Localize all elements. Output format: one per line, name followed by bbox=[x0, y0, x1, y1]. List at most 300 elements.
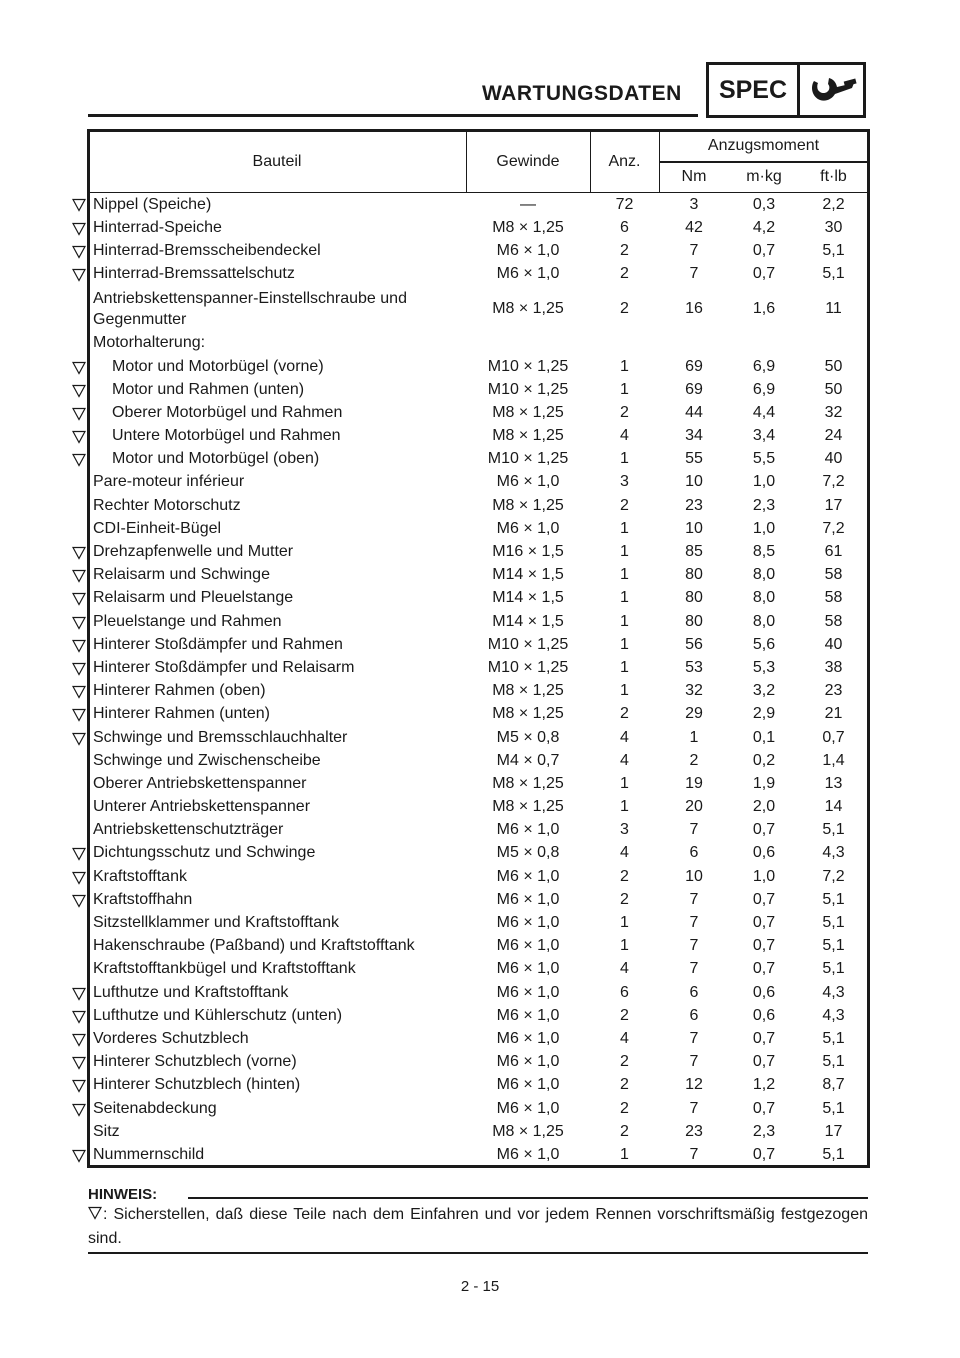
triangle-mark-icon bbox=[88, 1206, 102, 1220]
mkg-cell: 0,3 bbox=[752, 195, 776, 213]
thread-cell: M6 × 1,0 bbox=[496, 1006, 560, 1024]
part-cell: Oberer Antriebskettenspanner bbox=[93, 774, 307, 792]
thread-cell: — bbox=[520, 195, 536, 213]
nm-cell: 10 bbox=[685, 867, 703, 885]
table-row bbox=[88, 911, 868, 934]
thread-cell: M10 × 1,25 bbox=[487, 380, 569, 398]
qty-cell: 2 bbox=[620, 1122, 629, 1140]
table-row bbox=[88, 425, 868, 448]
nm-cell: 7 bbox=[689, 1145, 699, 1163]
nm-cell: 12 bbox=[685, 1076, 703, 1094]
table-row bbox=[88, 726, 868, 749]
part-cell: Untere Motorbügel und Rahmen bbox=[112, 427, 341, 445]
qty-cell: 2 bbox=[620, 1006, 629, 1024]
spec-badge bbox=[706, 62, 866, 118]
qty-cell: 1 bbox=[620, 658, 629, 676]
part-cell: Motor und Motorbügel (oben) bbox=[112, 450, 320, 468]
note-label: HINWEIS: bbox=[88, 1186, 158, 1203]
thread-cell: M6 × 1,0 bbox=[496, 473, 560, 491]
qty-cell: 1 bbox=[620, 774, 629, 792]
page-title: WARTUNGSDATEN bbox=[482, 82, 682, 105]
mkg-cell: 1,0 bbox=[752, 867, 776, 885]
mkg-cell: 0,7 bbox=[752, 937, 776, 955]
mkg-cell: 1,9 bbox=[752, 774, 776, 792]
part-cell: Hinterer Schutzblech (hinten) bbox=[93, 1076, 301, 1094]
thread-cell: M6 × 1,0 bbox=[496, 867, 560, 885]
table-row bbox=[88, 633, 868, 656]
qty-cell: 2 bbox=[620, 299, 629, 317]
table-row bbox=[88, 216, 868, 239]
triangle-mark-icon bbox=[72, 453, 86, 467]
part-line: Antriebskettenspanner-Einstellschraube und bbox=[93, 289, 407, 307]
part-cell: Hinterer Rahmen (unten) bbox=[93, 705, 270, 723]
mkg-cell: 5,6 bbox=[752, 635, 776, 653]
triangle-mark-icon bbox=[72, 1103, 86, 1117]
mkg-cell: 1,2 bbox=[752, 1076, 776, 1094]
nm-cell: 69 bbox=[685, 357, 703, 375]
qty-cell: 3 bbox=[620, 473, 629, 491]
triangle-mark-icon bbox=[72, 1079, 86, 1093]
qty-cell: 6 bbox=[620, 983, 629, 1001]
thread-cell: M6 × 1,0 bbox=[496, 519, 560, 537]
ftlb-cell: 4,3 bbox=[822, 844, 845, 862]
qty-cell: 1 bbox=[620, 380, 629, 398]
thread-cell: M8 × 1,25 bbox=[492, 299, 564, 317]
triangle-mark-icon bbox=[72, 1033, 86, 1047]
part-cell: Pleuelstange und Rahmen bbox=[93, 612, 282, 630]
thread-cell: M6 × 1,0 bbox=[496, 1029, 560, 1047]
mkg-cell: 6,9 bbox=[752, 357, 776, 375]
torque-table bbox=[88, 131, 868, 1167]
ftlb-cell: 5,1 bbox=[822, 821, 845, 839]
thread-cell: M10 × 1,25 bbox=[487, 357, 569, 375]
nm-cell: 7 bbox=[689, 937, 699, 955]
triangle-mark-icon bbox=[72, 407, 86, 421]
table-row bbox=[88, 819, 868, 842]
thread-cell: M6 × 1,0 bbox=[496, 1145, 560, 1163]
table-row bbox=[88, 1004, 868, 1027]
ftlb-cell: 21 bbox=[824, 705, 843, 723]
table-row bbox=[88, 1097, 868, 1120]
qty-cell: 2 bbox=[620, 265, 629, 283]
mkg-cell: 0,7 bbox=[752, 265, 776, 283]
triangle-mark-icon bbox=[72, 268, 86, 282]
mkg-cell: 4,2 bbox=[752, 218, 776, 236]
thread-cell: M8 × 1,25 bbox=[492, 218, 564, 236]
thread-cell: M8 × 1,25 bbox=[492, 427, 564, 445]
page-number: 2 - 15 bbox=[460, 1278, 500, 1295]
col-header-qty: Anz. bbox=[590, 131, 659, 193]
part-cell: Hinterer Stoßdämpfer und Relaisarm bbox=[93, 658, 355, 676]
ftlb-cell: 23 bbox=[824, 682, 843, 700]
mkg-cell: 5,5 bbox=[752, 450, 776, 468]
ftlb-cell: 4,3 bbox=[822, 1006, 845, 1024]
part-cell: Dichtungsschutz und Schwinge bbox=[93, 844, 316, 862]
qty-cell: 1 bbox=[620, 682, 629, 700]
thread-cell: M8 × 1,25 bbox=[492, 496, 564, 514]
table-border-right bbox=[867, 129, 870, 1168]
triangle-mark-icon bbox=[72, 546, 86, 560]
thread-cell: M4 × 0,7 bbox=[496, 751, 560, 769]
nm-cell: 20 bbox=[685, 798, 703, 816]
table-row bbox=[88, 355, 868, 378]
thread-cell bbox=[466, 332, 590, 355]
mkg-cell: 0,7 bbox=[752, 914, 776, 932]
mkg-cell: 0,7 bbox=[752, 1099, 776, 1117]
ftlb-cell: 5,1 bbox=[822, 265, 845, 283]
nm-cell: 19 bbox=[685, 774, 703, 792]
ftlb-cell: 0,7 bbox=[822, 728, 845, 746]
triangle-mark-icon bbox=[72, 847, 86, 861]
ftlb-cell: 32 bbox=[824, 403, 843, 421]
header-divider bbox=[590, 131, 592, 193]
mkg-cell: 1,6 bbox=[752, 299, 776, 317]
nm-cell: 1 bbox=[689, 728, 699, 746]
part-cell: Drehzapfenwelle und Mutter bbox=[93, 543, 294, 561]
qty-cell: 2 bbox=[620, 890, 629, 908]
ftlb-cell: 5,1 bbox=[822, 1029, 845, 1047]
thread-cell: M8 × 1,25 bbox=[492, 403, 564, 421]
note-rule-bottom bbox=[88, 1252, 868, 1254]
table-row bbox=[88, 888, 868, 911]
col-header-part: Bauteil bbox=[88, 131, 466, 193]
ftlb-cell: 5,1 bbox=[822, 960, 845, 978]
nm-cell: 34 bbox=[685, 427, 703, 445]
mkg-cell: 8,5 bbox=[752, 543, 776, 561]
qty-cell: 2 bbox=[620, 1053, 629, 1071]
ftlb-cell: 58 bbox=[824, 566, 843, 584]
nm-cell: 7 bbox=[689, 960, 699, 978]
thread-cell: M8 × 1,25 bbox=[492, 798, 564, 816]
ftlb-cell: 40 bbox=[824, 450, 843, 468]
table-border-left bbox=[87, 129, 90, 1168]
table-row bbox=[88, 958, 868, 981]
note-body: : Sicherstellen, daß diese Teile nach dem Einfahren und vor jedem Rennen vorschriftsmäßig festgezogen sind. bbox=[88, 1206, 868, 1247]
triangle-mark-icon bbox=[72, 732, 86, 746]
thread-cell: M6 × 1,0 bbox=[496, 937, 560, 955]
part-cell: Lufthutze und Kühlerschutz (unten) bbox=[93, 1006, 343, 1024]
qty-cell: 72 bbox=[615, 195, 634, 213]
part-cell: Oberer Motorbügel und Rahmen bbox=[112, 403, 343, 421]
mkg-cell: 0,1 bbox=[752, 728, 776, 746]
table-row bbox=[88, 749, 868, 772]
qty-cell: 4 bbox=[620, 844, 629, 862]
ftlb-cell: 5,1 bbox=[822, 937, 845, 955]
qty-cell: 2 bbox=[620, 241, 629, 259]
triangle-mark-icon bbox=[72, 616, 86, 630]
table-row bbox=[88, 494, 868, 517]
nm-cell: 7 bbox=[689, 914, 699, 932]
triangle-mark-icon bbox=[72, 1010, 86, 1024]
thread-cell: M6 × 1,0 bbox=[496, 241, 560, 259]
nm-cell: 3 bbox=[689, 195, 699, 213]
mkg-cell: 2,9 bbox=[752, 705, 776, 723]
nm-cell: 80 bbox=[685, 612, 703, 630]
nm-cell: 69 bbox=[685, 380, 703, 398]
triangle-mark-icon bbox=[72, 361, 86, 375]
mkg-cell: 4,4 bbox=[752, 403, 776, 421]
ftlb-cell: 40 bbox=[824, 635, 843, 653]
thread-cell: M6 × 1,0 bbox=[496, 1053, 560, 1071]
thread-cell: M6 × 1,0 bbox=[496, 1076, 560, 1094]
thread-cell: M8 × 1,25 bbox=[492, 774, 564, 792]
table-row bbox=[88, 263, 868, 286]
thread-cell: M6 × 1,0 bbox=[496, 914, 560, 932]
thread-cell: M8 × 1,25 bbox=[492, 705, 564, 723]
table-row bbox=[88, 587, 868, 610]
part-cell: Sitzstellklammer und Kraftstofftank bbox=[93, 914, 340, 932]
part-cell: Motorhalterung: bbox=[93, 334, 206, 352]
ftlb-cell: 4,3 bbox=[822, 983, 845, 1001]
ftlb-cell: 1,4 bbox=[822, 751, 845, 769]
ftlb-cell: 8,7 bbox=[822, 1076, 845, 1094]
table-row bbox=[88, 1143, 868, 1166]
ftlb-cell: 7,2 bbox=[822, 867, 845, 885]
mkg-cell: 0,6 bbox=[752, 1006, 776, 1024]
table-row bbox=[88, 680, 868, 703]
ftlb-cell: 5,1 bbox=[822, 1053, 845, 1071]
thread-cell: M6 × 1,0 bbox=[496, 983, 560, 1001]
triangle-mark-icon bbox=[72, 662, 86, 676]
mkg-cell: 0,2 bbox=[752, 751, 776, 769]
mkg-cell: 1,0 bbox=[752, 473, 776, 491]
nm-cell: 23 bbox=[685, 496, 703, 514]
nm-cell: 6 bbox=[689, 844, 699, 862]
thread-cell: M8 × 1,25 bbox=[492, 682, 564, 700]
part-cell: Hinterrad-Bremssattelschutz bbox=[93, 265, 295, 283]
note-text bbox=[88, 1203, 868, 1251]
part-cell: Rechter Motorschutz bbox=[93, 496, 241, 514]
qty-cell bbox=[590, 332, 659, 355]
table-row bbox=[88, 517, 868, 540]
qty-cell: 2 bbox=[620, 1099, 629, 1117]
ftlb-cell: 58 bbox=[824, 589, 843, 607]
table-row bbox=[88, 540, 868, 563]
triangle-mark-icon bbox=[72, 639, 86, 653]
part-cell: Hinterrad-Bremsscheibendeckel bbox=[93, 241, 321, 259]
col-header-torque: Anzugsmoment bbox=[659, 131, 868, 162]
nm-cell: 7 bbox=[689, 241, 699, 259]
mkg-cell: 2,3 bbox=[752, 496, 776, 514]
thread-cell: M14 × 1,5 bbox=[492, 589, 564, 607]
part-cell: Relaisarm und Pleuelstange bbox=[93, 589, 294, 607]
header-divider bbox=[659, 161, 868, 163]
mkg-cell: 0,6 bbox=[752, 844, 776, 862]
qty-cell: 4 bbox=[620, 1029, 629, 1047]
triangle-mark-icon bbox=[72, 430, 86, 444]
qty-cell: 4 bbox=[620, 427, 629, 445]
mkg-cell: 6,9 bbox=[752, 380, 776, 398]
col-header-thread: Gewinde bbox=[466, 131, 590, 193]
qty-cell: 1 bbox=[620, 914, 629, 932]
qty-cell: 4 bbox=[620, 960, 629, 978]
header-divider bbox=[466, 131, 468, 193]
wrench-icon bbox=[800, 65, 863, 115]
mkg-cell: 0,7 bbox=[752, 241, 776, 259]
triangle-mark-icon bbox=[72, 708, 86, 722]
qty-cell: 1 bbox=[620, 589, 629, 607]
mkg-cell: 0,7 bbox=[752, 1053, 776, 1071]
col-header-mkg: m·kg bbox=[729, 162, 799, 193]
table-border-top bbox=[88, 129, 868, 132]
ftlb-cell: 17 bbox=[824, 1122, 843, 1140]
table-row bbox=[88, 471, 868, 494]
nm-cell: 53 bbox=[685, 658, 703, 676]
qty-cell: 1 bbox=[620, 519, 629, 537]
table-row bbox=[88, 656, 868, 679]
table-row bbox=[88, 981, 868, 1004]
table-row bbox=[88, 842, 868, 865]
qty-cell: 2 bbox=[620, 496, 629, 514]
part-cell: Hinterer Schutzblech (vorne) bbox=[93, 1053, 297, 1071]
ftlb-cell: 50 bbox=[824, 357, 843, 375]
part-cell: Schwinge und Bremsschlauchhalter bbox=[93, 728, 348, 746]
thread-cell: M6 × 1,0 bbox=[496, 821, 560, 839]
part-cell: Nummernschild bbox=[93, 1145, 205, 1163]
triangle-mark-icon bbox=[72, 384, 86, 398]
part-cell bbox=[88, 286, 466, 332]
thread-cell: M10 × 1,25 bbox=[487, 450, 569, 468]
qty-cell: 2 bbox=[620, 403, 629, 421]
mkg-cell: 3,2 bbox=[752, 682, 776, 700]
col-header-ftlb: ft·lb bbox=[799, 162, 868, 193]
thread-cell: M10 × 1,25 bbox=[487, 658, 569, 676]
nm-cell: 7 bbox=[689, 890, 699, 908]
thread-cell: M14 × 1,5 bbox=[492, 566, 564, 584]
table-row bbox=[88, 796, 868, 819]
qty-cell: 1 bbox=[620, 566, 629, 584]
nm-cell: 7 bbox=[689, 821, 699, 839]
spec-label: SPEC bbox=[709, 65, 800, 115]
mkg-cell: 0,7 bbox=[752, 1145, 776, 1163]
triangle-mark-icon bbox=[72, 569, 86, 583]
thread-cell: M5 × 0,8 bbox=[496, 728, 560, 746]
part-cell: Lufthutze und Kraftstofftank bbox=[93, 983, 289, 1001]
nm-cell: 7 bbox=[689, 265, 699, 283]
triangle-mark-icon bbox=[72, 685, 86, 699]
thread-cell: M5 × 0,8 bbox=[496, 844, 560, 862]
thread-cell: M8 × 1,25 bbox=[492, 1122, 564, 1140]
thread-cell: M10 × 1,25 bbox=[487, 635, 569, 653]
qty-cell: 1 bbox=[620, 1145, 629, 1163]
thread-cell: M6 × 1,0 bbox=[496, 960, 560, 978]
ftlb-cell: 58 bbox=[824, 612, 843, 630]
ftlb-cell: 17 bbox=[824, 496, 843, 514]
ftlb-cell: 2,2 bbox=[822, 195, 845, 213]
qty-cell: 6 bbox=[620, 218, 629, 236]
ftlb-cell: 11 bbox=[825, 299, 842, 317]
nm-cell: 55 bbox=[685, 450, 703, 468]
part-cell: Kraftstofftankbügel und Kraftstofftank bbox=[93, 960, 356, 978]
nm-cell: 6 bbox=[689, 1006, 699, 1024]
qty-cell: 2 bbox=[620, 1076, 629, 1094]
ftlb-cell: 5,1 bbox=[822, 1145, 845, 1163]
part-cell: Kraftstofftank bbox=[93, 867, 187, 885]
table-row bbox=[88, 332, 868, 355]
qty-cell: 1 bbox=[620, 798, 629, 816]
qty-cell: 2 bbox=[620, 705, 629, 723]
triangle-mark-icon bbox=[72, 871, 86, 885]
qty-cell: 3 bbox=[620, 821, 629, 839]
qty-cell: 1 bbox=[620, 450, 629, 468]
qty-cell: 1 bbox=[620, 543, 629, 561]
table-row bbox=[88, 1074, 868, 1097]
mkg-cell: 1,0 bbox=[752, 519, 776, 537]
table-row bbox=[88, 865, 868, 888]
mkg-cell: 0,7 bbox=[752, 890, 776, 908]
part-cell: Pare-moteur inférieur bbox=[93, 473, 245, 491]
part-cell: Hinterrad-Speiche bbox=[93, 218, 222, 236]
title-underline bbox=[88, 114, 698, 117]
triangle-mark-icon bbox=[72, 222, 86, 236]
col-header-nm: Nm bbox=[659, 162, 729, 193]
table-row bbox=[88, 610, 868, 633]
part-cell: Schwinge und Zwischenscheibe bbox=[93, 751, 321, 769]
part-cell: Hinterer Stoßdämpfer und Rahmen bbox=[93, 635, 343, 653]
part-cell: Motor und Rahmen (unten) bbox=[112, 380, 305, 398]
mkg-cell bbox=[729, 332, 799, 355]
triangle-mark-icon bbox=[72, 987, 86, 1001]
part-cell: Relaisarm und Schwinge bbox=[93, 566, 270, 584]
part-cell: Nippel (Speiche) bbox=[93, 195, 212, 213]
part-line: Gegenmutter bbox=[93, 310, 187, 328]
ftlb-cell: 5,1 bbox=[822, 890, 845, 908]
table-border-bottom bbox=[88, 1165, 868, 1168]
triangle-mark-icon bbox=[72, 894, 86, 908]
table-row bbox=[88, 703, 868, 726]
table-row bbox=[88, 772, 868, 795]
qty-cell: 1 bbox=[620, 357, 629, 375]
thread-cell: M16 × 1,5 bbox=[492, 543, 564, 561]
mkg-cell: 0,7 bbox=[752, 1029, 776, 1047]
part-cell: Vorderes Schutzblech bbox=[93, 1029, 249, 1047]
table-row bbox=[88, 1027, 868, 1050]
ftlb-cell: 13 bbox=[824, 774, 843, 792]
nm-cell: 7 bbox=[689, 1053, 699, 1071]
nm-cell: 7 bbox=[689, 1099, 699, 1117]
thread-cell: M6 × 1,0 bbox=[496, 265, 560, 283]
triangle-mark-icon bbox=[72, 592, 86, 606]
thread-cell: M6 × 1,0 bbox=[496, 1099, 560, 1117]
triangle-mark-icon bbox=[72, 198, 86, 212]
mkg-cell: 8,0 bbox=[752, 589, 776, 607]
mkg-cell: 5,3 bbox=[752, 658, 776, 676]
nm-cell: 23 bbox=[685, 1122, 703, 1140]
nm-cell: 29 bbox=[685, 705, 703, 723]
mkg-cell: 3,4 bbox=[752, 427, 776, 445]
nm-cell: 10 bbox=[685, 473, 703, 491]
nm-cell: 2 bbox=[689, 751, 699, 769]
nm-cell: 42 bbox=[685, 218, 703, 236]
triangle-mark-icon bbox=[72, 1056, 86, 1070]
qty-cell: 4 bbox=[620, 751, 629, 769]
mkg-cell: 0,7 bbox=[752, 821, 776, 839]
nm-cell: 44 bbox=[685, 403, 703, 421]
nm-cell: 80 bbox=[685, 566, 703, 584]
mkg-cell: 8,0 bbox=[752, 566, 776, 584]
nm-cell bbox=[659, 332, 729, 355]
qty-cell: 2 bbox=[620, 867, 629, 885]
thread-cell: M14 × 1,5 bbox=[492, 612, 564, 630]
part-cell: Antriebskettenschutzträger bbox=[93, 821, 284, 839]
ftlb-cell: 30 bbox=[824, 218, 843, 236]
part-cell: Kraftstoffhahn bbox=[93, 890, 193, 908]
ftlb-cell: 14 bbox=[824, 798, 843, 816]
part-cell: Hinterer Rahmen (oben) bbox=[93, 682, 266, 700]
nm-cell: 32 bbox=[685, 682, 703, 700]
ftlb-cell bbox=[799, 332, 868, 355]
nm-cell: 6 bbox=[689, 983, 699, 1001]
